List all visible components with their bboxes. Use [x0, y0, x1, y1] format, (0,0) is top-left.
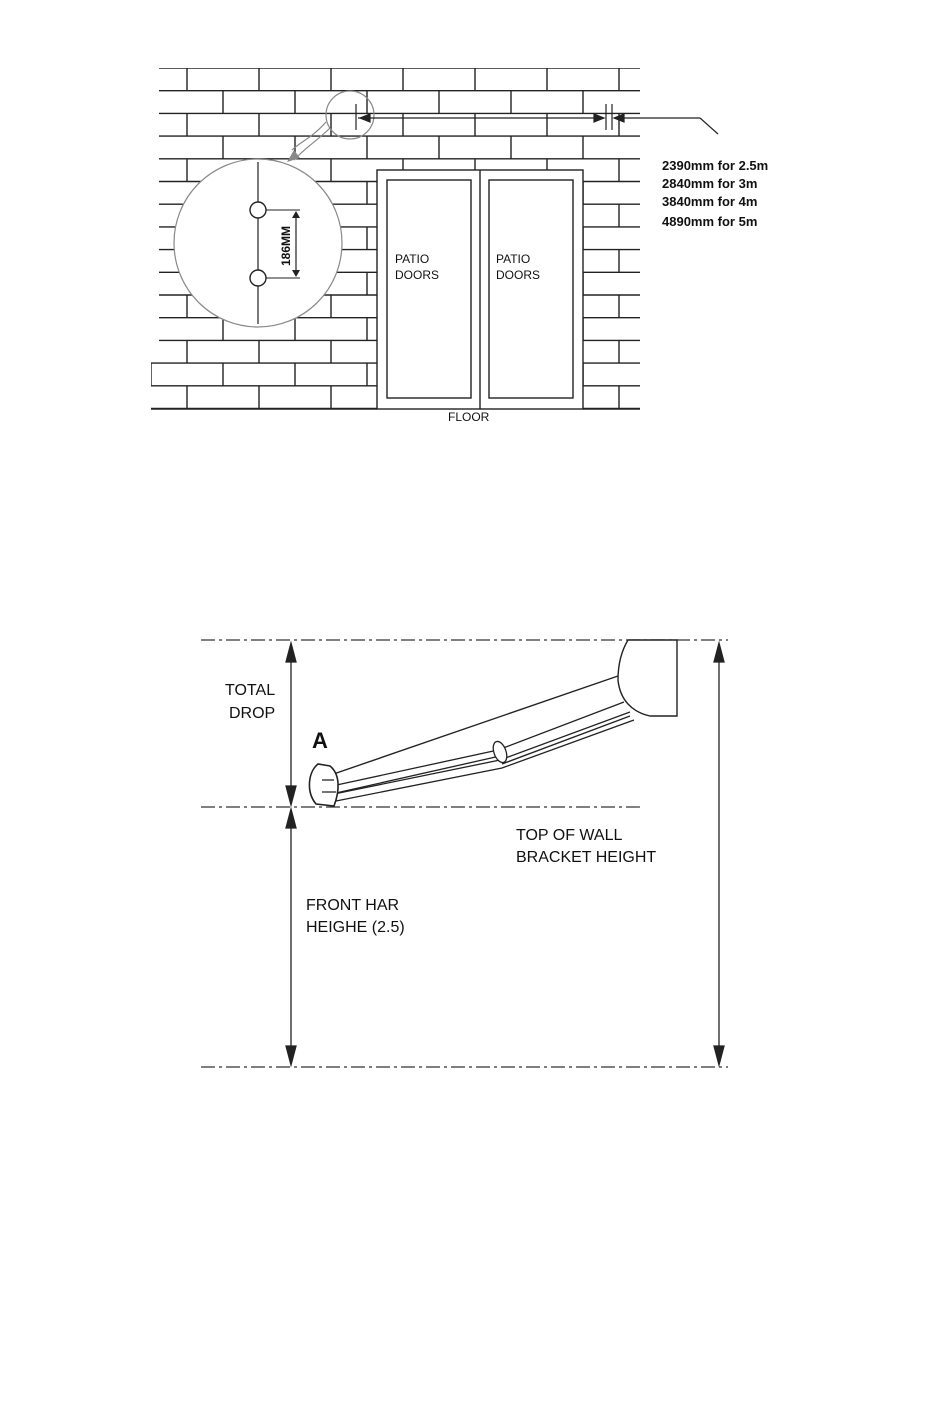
- floor-label: FLOOR: [448, 410, 490, 424]
- awning-cassette: [618, 640, 677, 716]
- door-label-right-line1: PATIO: [496, 252, 531, 266]
- width-2-5m: 2390mm for 2.5m: [662, 158, 769, 173]
- fixing-hole-top: [250, 202, 266, 218]
- door-label-left-line2: DOORS: [395, 268, 440, 282]
- door-label-left-line1: PATIO: [395, 252, 430, 266]
- front-bar-line1: FRONT HAR: [306, 897, 400, 914]
- detail-magnifier: [174, 91, 374, 327]
- fixing-hole-bottom: [250, 270, 266, 286]
- door-label-right-line2: DOORS: [496, 268, 541, 282]
- width-4m: 3840mm for 4m: [662, 194, 758, 209]
- wall-bracket-line1: TOP OF WALL: [516, 827, 623, 844]
- brick-wall-diagram: [151, 68, 768, 424]
- point-a-label: A: [312, 728, 328, 753]
- patio-doors: [377, 170, 583, 409]
- width-5m: 4890mm for 5m: [662, 214, 758, 229]
- wall-bracket-line2: BRACKET HEIGHT: [516, 849, 657, 866]
- total-drop-line1: TOTAL: [225, 682, 276, 699]
- front-bar-line2: HEIGHE (2.5): [306, 919, 405, 936]
- folding-arm: [332, 702, 634, 801]
- bracket-span-dimension: [356, 104, 718, 134]
- front-bar: [309, 764, 338, 806]
- awning-side-view: [201, 640, 728, 1067]
- total-drop-line2: DROP: [229, 705, 276, 722]
- width-3m: 2840mm for 3m: [662, 176, 758, 191]
- hole-spacing-label: 186MM: [279, 225, 293, 266]
